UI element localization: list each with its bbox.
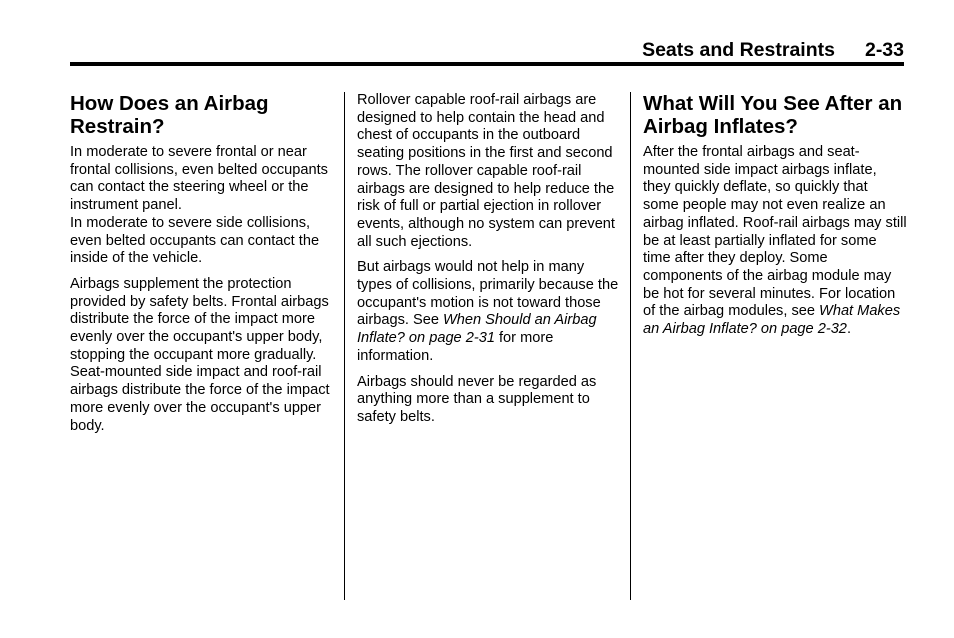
heading-how-airbag-restrains: How Does an Airbag Restrain? [70, 92, 269, 138]
page-header [70, 38, 904, 62]
header-rule [70, 62, 904, 66]
cross-reference-link[interactable]: When Should an Airbag Inflate? on page 2-31 [357, 312, 597, 347]
paragraph: After the frontal airbags and seat-mounted side impact airbags inflate, they quickly deflate, so quickly that some people may not even realize an airbag inflated. Roof-rail airbags may still be at least partially inflated for some time after they deploy. Some components of the airbag module may be hot for several minutes. For location of the airbag modules, see What Makes an Airbag Inflate? on page 2-32. [643, 144, 907, 338]
column-2 [357, 92, 621, 435]
paragraph: In moderate to severe frontal or near frontal collisions, even belted occupants can contact the steering wheel or the instrument panel. [70, 144, 328, 214]
heading-what-you-see-after-inflation: What Will You See After an Airbag Inflates? [643, 92, 903, 138]
column-1 [70, 92, 330, 443]
column-divider-2 [630, 92, 631, 600]
paragraph: Seat-mounted side impact and roof-rail airbags distribute the force of the impact more evenly over the occupant's upper body. [70, 364, 330, 434]
paragraph: Rollover capable roof-rail airbags are designed to help contain the head and chest of occupants in the outboard seating positions in the first and second rows. The rollover capable roof-rail airbags are designed to help reduce the risk of full or partial ejection in rollover events, although no system can prevent all such ejections. [357, 92, 615, 250]
cross-reference-link[interactable]: What Makes an Airbag Inflate? on page 2-32 [643, 303, 901, 338]
page-number: 2-33 [864, 39, 904, 61]
paragraph: But airbags would not help in many types of collisions, primarily because the occupant's motion is not toward those airbags. See When Should an Airbag Inflate? on page 2-31 for more information. [357, 259, 619, 364]
section-title: Seats and Restraints [642, 39, 835, 61]
paragraph: In moderate to severe side collisions, even belted occupants can contact the inside of the vehicle. [70, 214, 320, 267]
column-divider-1 [344, 92, 345, 600]
paragraph: Airbags should never be regarded as anything more than a supplement to safety belts. [357, 373, 597, 425]
column-3 [643, 92, 907, 347]
paragraph: Airbags supplement the protection provided by safety belts. Frontal airbags distribute the force of the impact more evenly over the occupant's upper body, stopping the occupant more gradually. [70, 275, 329, 363]
